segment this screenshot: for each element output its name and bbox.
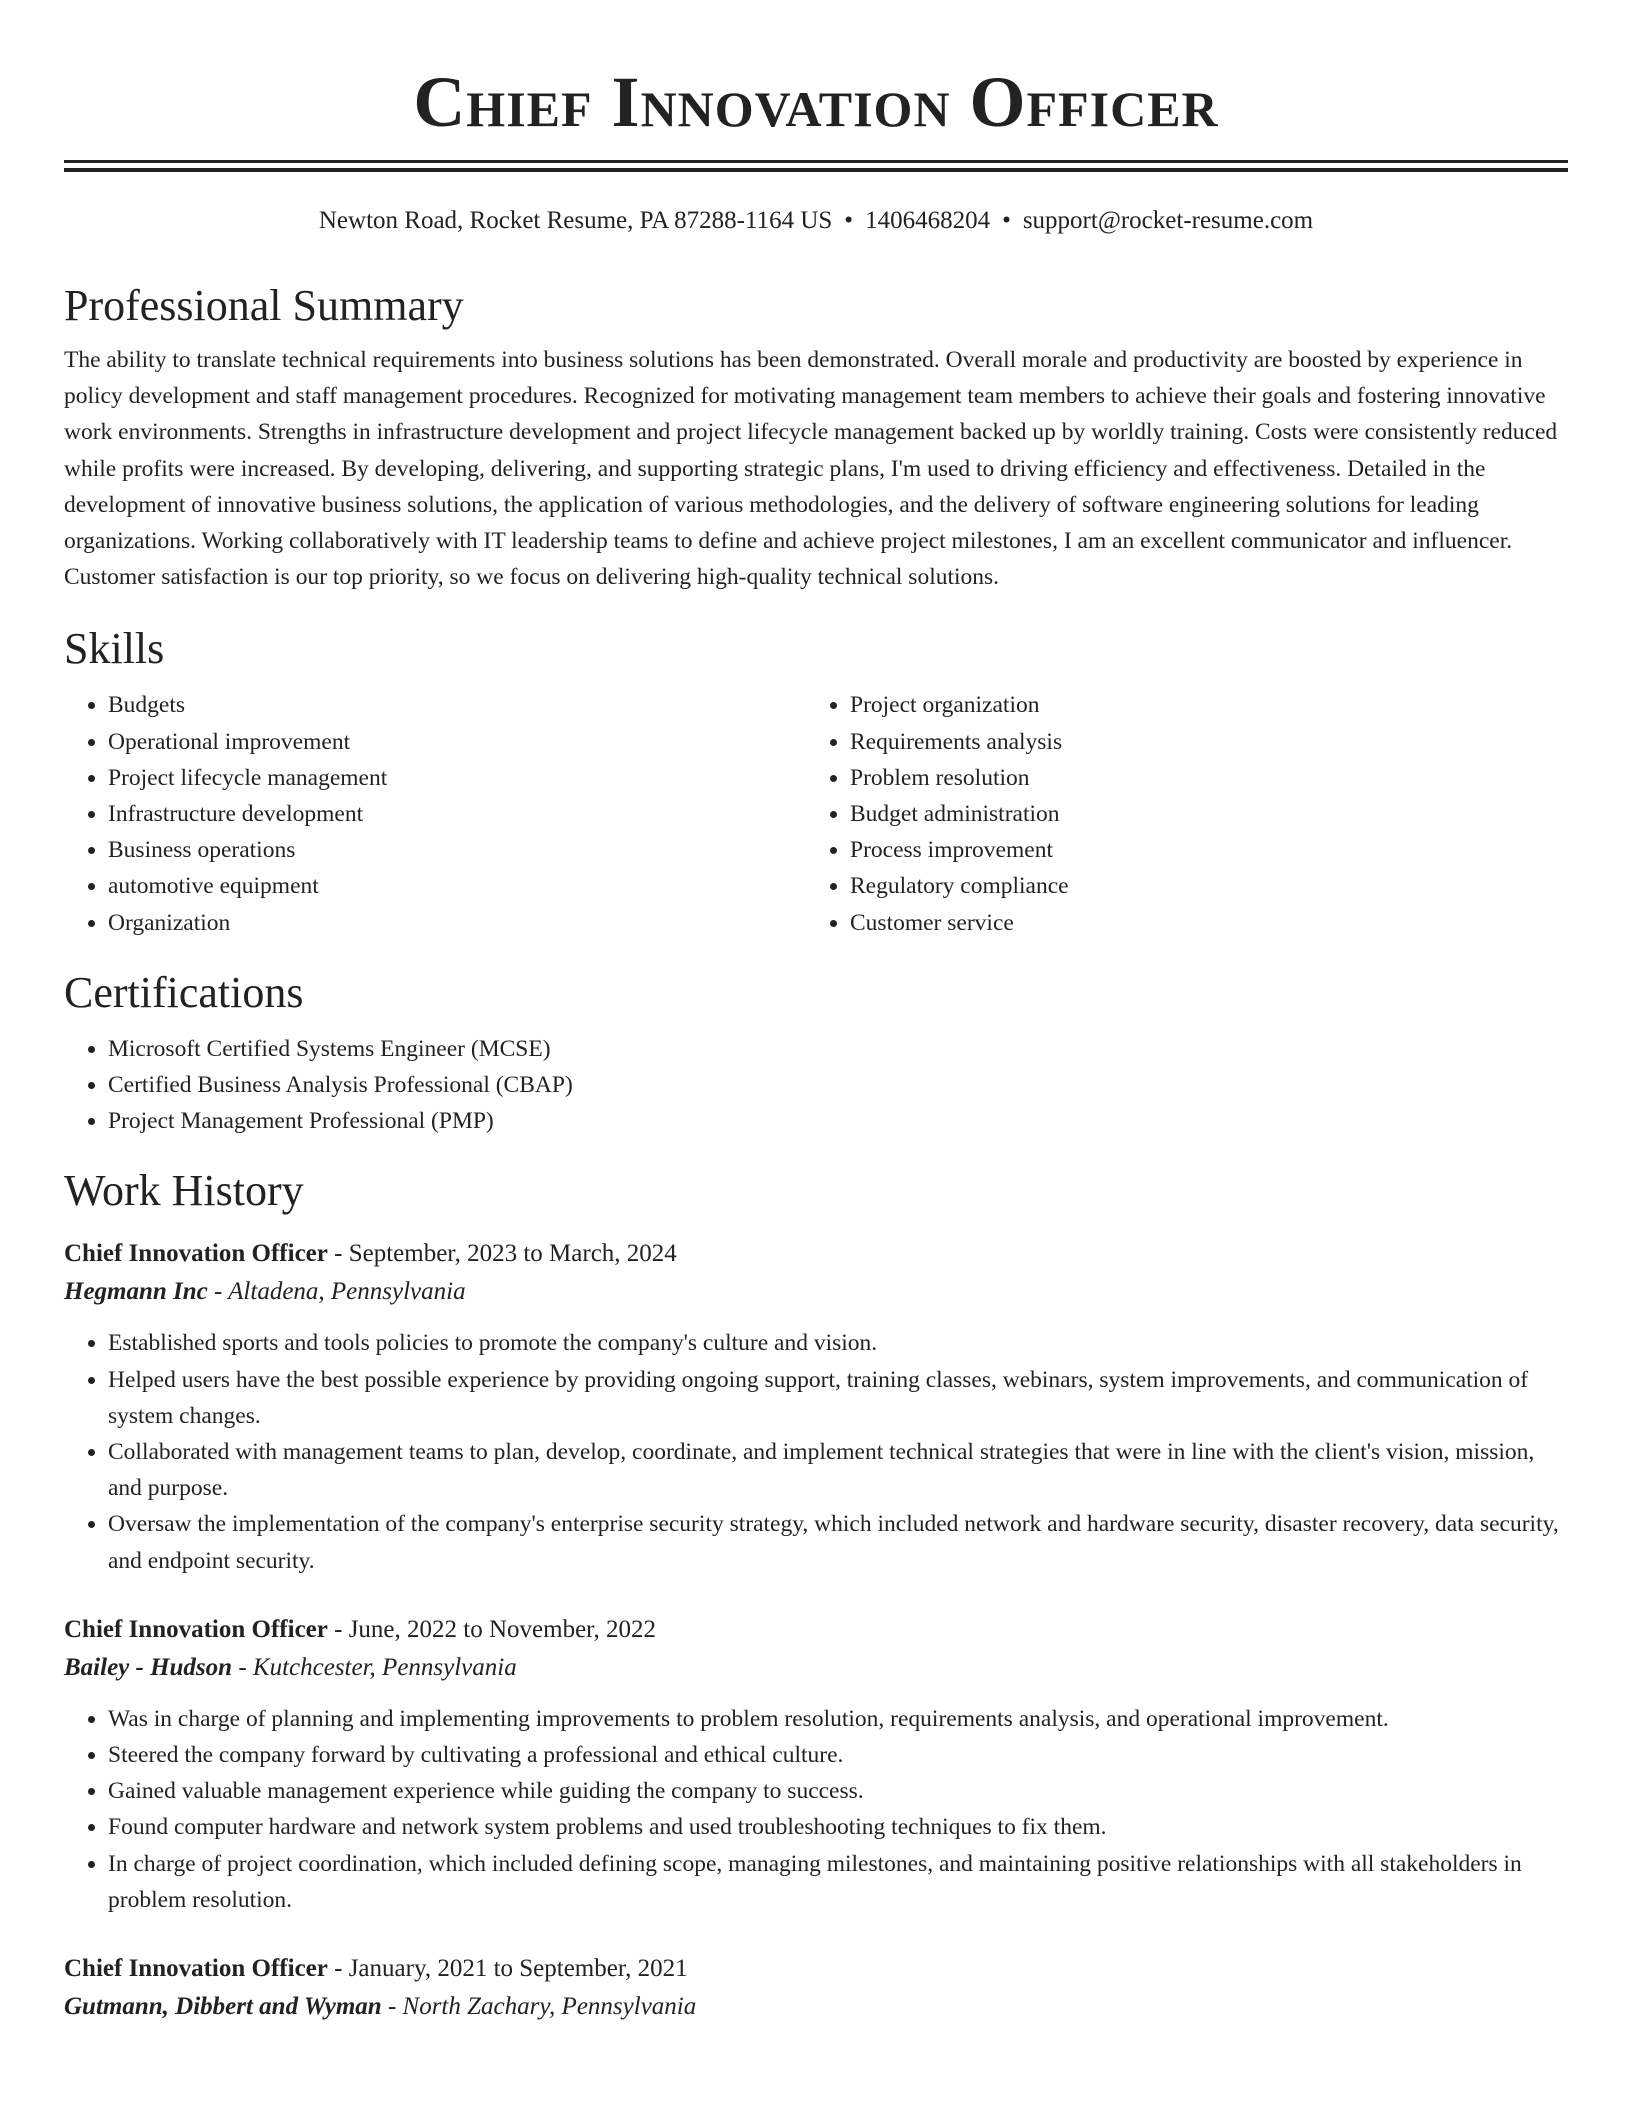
contact-separator: • [844,207,854,234]
job-title: Chief Innovation Officer [64,1615,328,1643]
job-bullets [64,1325,1568,1578]
job-title-line [64,1950,1568,1988]
job-bullets [64,1701,1568,1918]
job-entry [64,1950,1568,2026]
skill-item: • Infrastructure development [108,796,806,832]
job-bullet: • Helped users have the best possible experience by providing ongoing support, training classes, webinars, system improvements, and communication of system changes. [108,1362,1568,1434]
job-title-line [64,1611,1568,1649]
job-dates: - January, 2021 to September, 2021 [327,1955,688,1983]
skill-item: • Requirements analysis [850,724,1548,760]
job-bullet: • Oversaw the implementation of the company's enterprise security strategy, which included network and hardware security, disaster recovery, data security, and endpoint security. [108,1506,1568,1578]
skill-item: • Problem resolution [850,760,1548,796]
skill-item: • Organization [108,905,806,941]
job-entry [64,1235,1568,1578]
job-bullet: • In charge of project coordination, which included defining scope, managing milestones, and maintaining positive relationships with all stakeholders in problem resolution. [108,1846,1568,1918]
job-title: Chief Innovation Officer [64,1240,328,1268]
job-company: Gutmann, Dibbert and Wyman [64,1993,382,2021]
contact-address: Newton Road, Rocket Resume, PA 87288-1164 US [318,207,833,234]
title-divider-top [64,160,1568,163]
contact-email: support@rocket-resume.com [1022,207,1314,234]
skill-item: • automotive equipment [108,868,806,904]
job-bullet: • Steered the company forward by cultivating a professional and ethical culture. [108,1737,1568,1773]
skill-item: • Project organization [850,687,1548,723]
skills-heading: Skills [64,624,165,674]
skills-list-right [806,687,1548,940]
job-location: - Altadena, Pennsylvania [207,1278,466,1306]
skill-item: • Customer service [850,905,1548,941]
contact-line [64,206,1568,236]
job-dates: - June, 2022 to November, 2022 [327,1615,656,1643]
job-bullet: • Collaborated with management teams to plan, develop, coordinate, and implement technical strategies that were in line with the client's vision, mission, and purpose. [108,1434,1568,1506]
summary-heading: Professional Summary [64,281,464,330]
job-company-line [64,1649,1568,1687]
job-dates: - September, 2023 to March, 2024 [327,1240,677,1268]
certification-item: • Microsoft Certified Systems Engineer (MCSE) [108,1031,1568,1067]
resume-page [64,0,1568,2026]
job-entry [64,1611,1568,1918]
job-bullet: • Was in charge of planning and implementing improvements to problem resolution, requirements analysis, and operational improvement. [108,1701,1568,1737]
page-title: Chief Innovation Officer [413,62,1219,142]
certifications-list [64,1031,1568,1140]
skill-item: • Process improvement [850,832,1548,868]
work-history-heading: Work History [64,1166,304,1216]
job-company: Hegmann Inc [64,1278,208,1306]
summary-text: The ability to translate technical requirements into business solutions has been demonstrated. Overall morale and productivity are boosted by experience in policy development and staff management procedures. Recognized for motivating management team members to achieve their goals and fostering innovative work environments. Strengths in infrastructure development and project lifecycle management backed up by worldly training. Costs were consistently reduced while profits were increased. By developing, delivering, and supporting strategic plans, I'm used to driving efficiency and effectiveness. Detailed in the development of innovative business solutions, the application of various methodologies, and the delivery of software engineering solutions for leading organizations. Working collaboratively with IT leadership teams to define and achieve project milestones, I am an excellent communicator and influencer. Customer satisfaction is our top priority, so we focus on delivering high-quality technical solutions. [64,347,1558,591]
skill-item: • Business operations [108,832,806,868]
skill-item: • Budgets [108,687,806,723]
job-location: - Kutchcester, Pennsylvania [232,1653,517,1681]
skills-column-right [806,687,1548,940]
job-bullet: • Gained valuable management experience while guiding the company to success. [108,1773,1568,1809]
job-bullet: • Found computer hardware and network system problems and used troubleshooting techniques to fix them. [108,1809,1568,1845]
skill-item: • Budget administration [850,796,1548,832]
skills-column-left [64,687,806,940]
skills-grid [64,687,1568,940]
job-title-line [64,1235,1568,1273]
job-company-line [64,1273,1568,1311]
job-title: Chief Innovation Officer [64,1955,328,1983]
contact-separator: • [1002,207,1011,234]
job-company-line [64,1988,1568,2026]
job-location: - North Zachary, Pennsylvania [381,1993,697,2021]
certifications-heading: Certifications [64,967,304,1017]
certification-item: • Project Management Professional (PMP) [108,1103,1568,1139]
certification-item: • Certified Business Analysis Professional (CBAP) [108,1067,1568,1103]
title-divider-bottom [64,168,1568,172]
skill-item: • Regulatory compliance [850,868,1548,904]
skill-item: • Operational improvement [108,724,806,760]
skill-item: • Project lifecycle management [108,760,806,796]
job-company: Bailey - Hudson [64,1653,233,1681]
job-bullet: • Established sports and tools policies to promote the company's culture and vision. [108,1325,1568,1361]
contact-phone: 1406468204 [865,207,991,234]
skills-list-left [64,687,806,940]
